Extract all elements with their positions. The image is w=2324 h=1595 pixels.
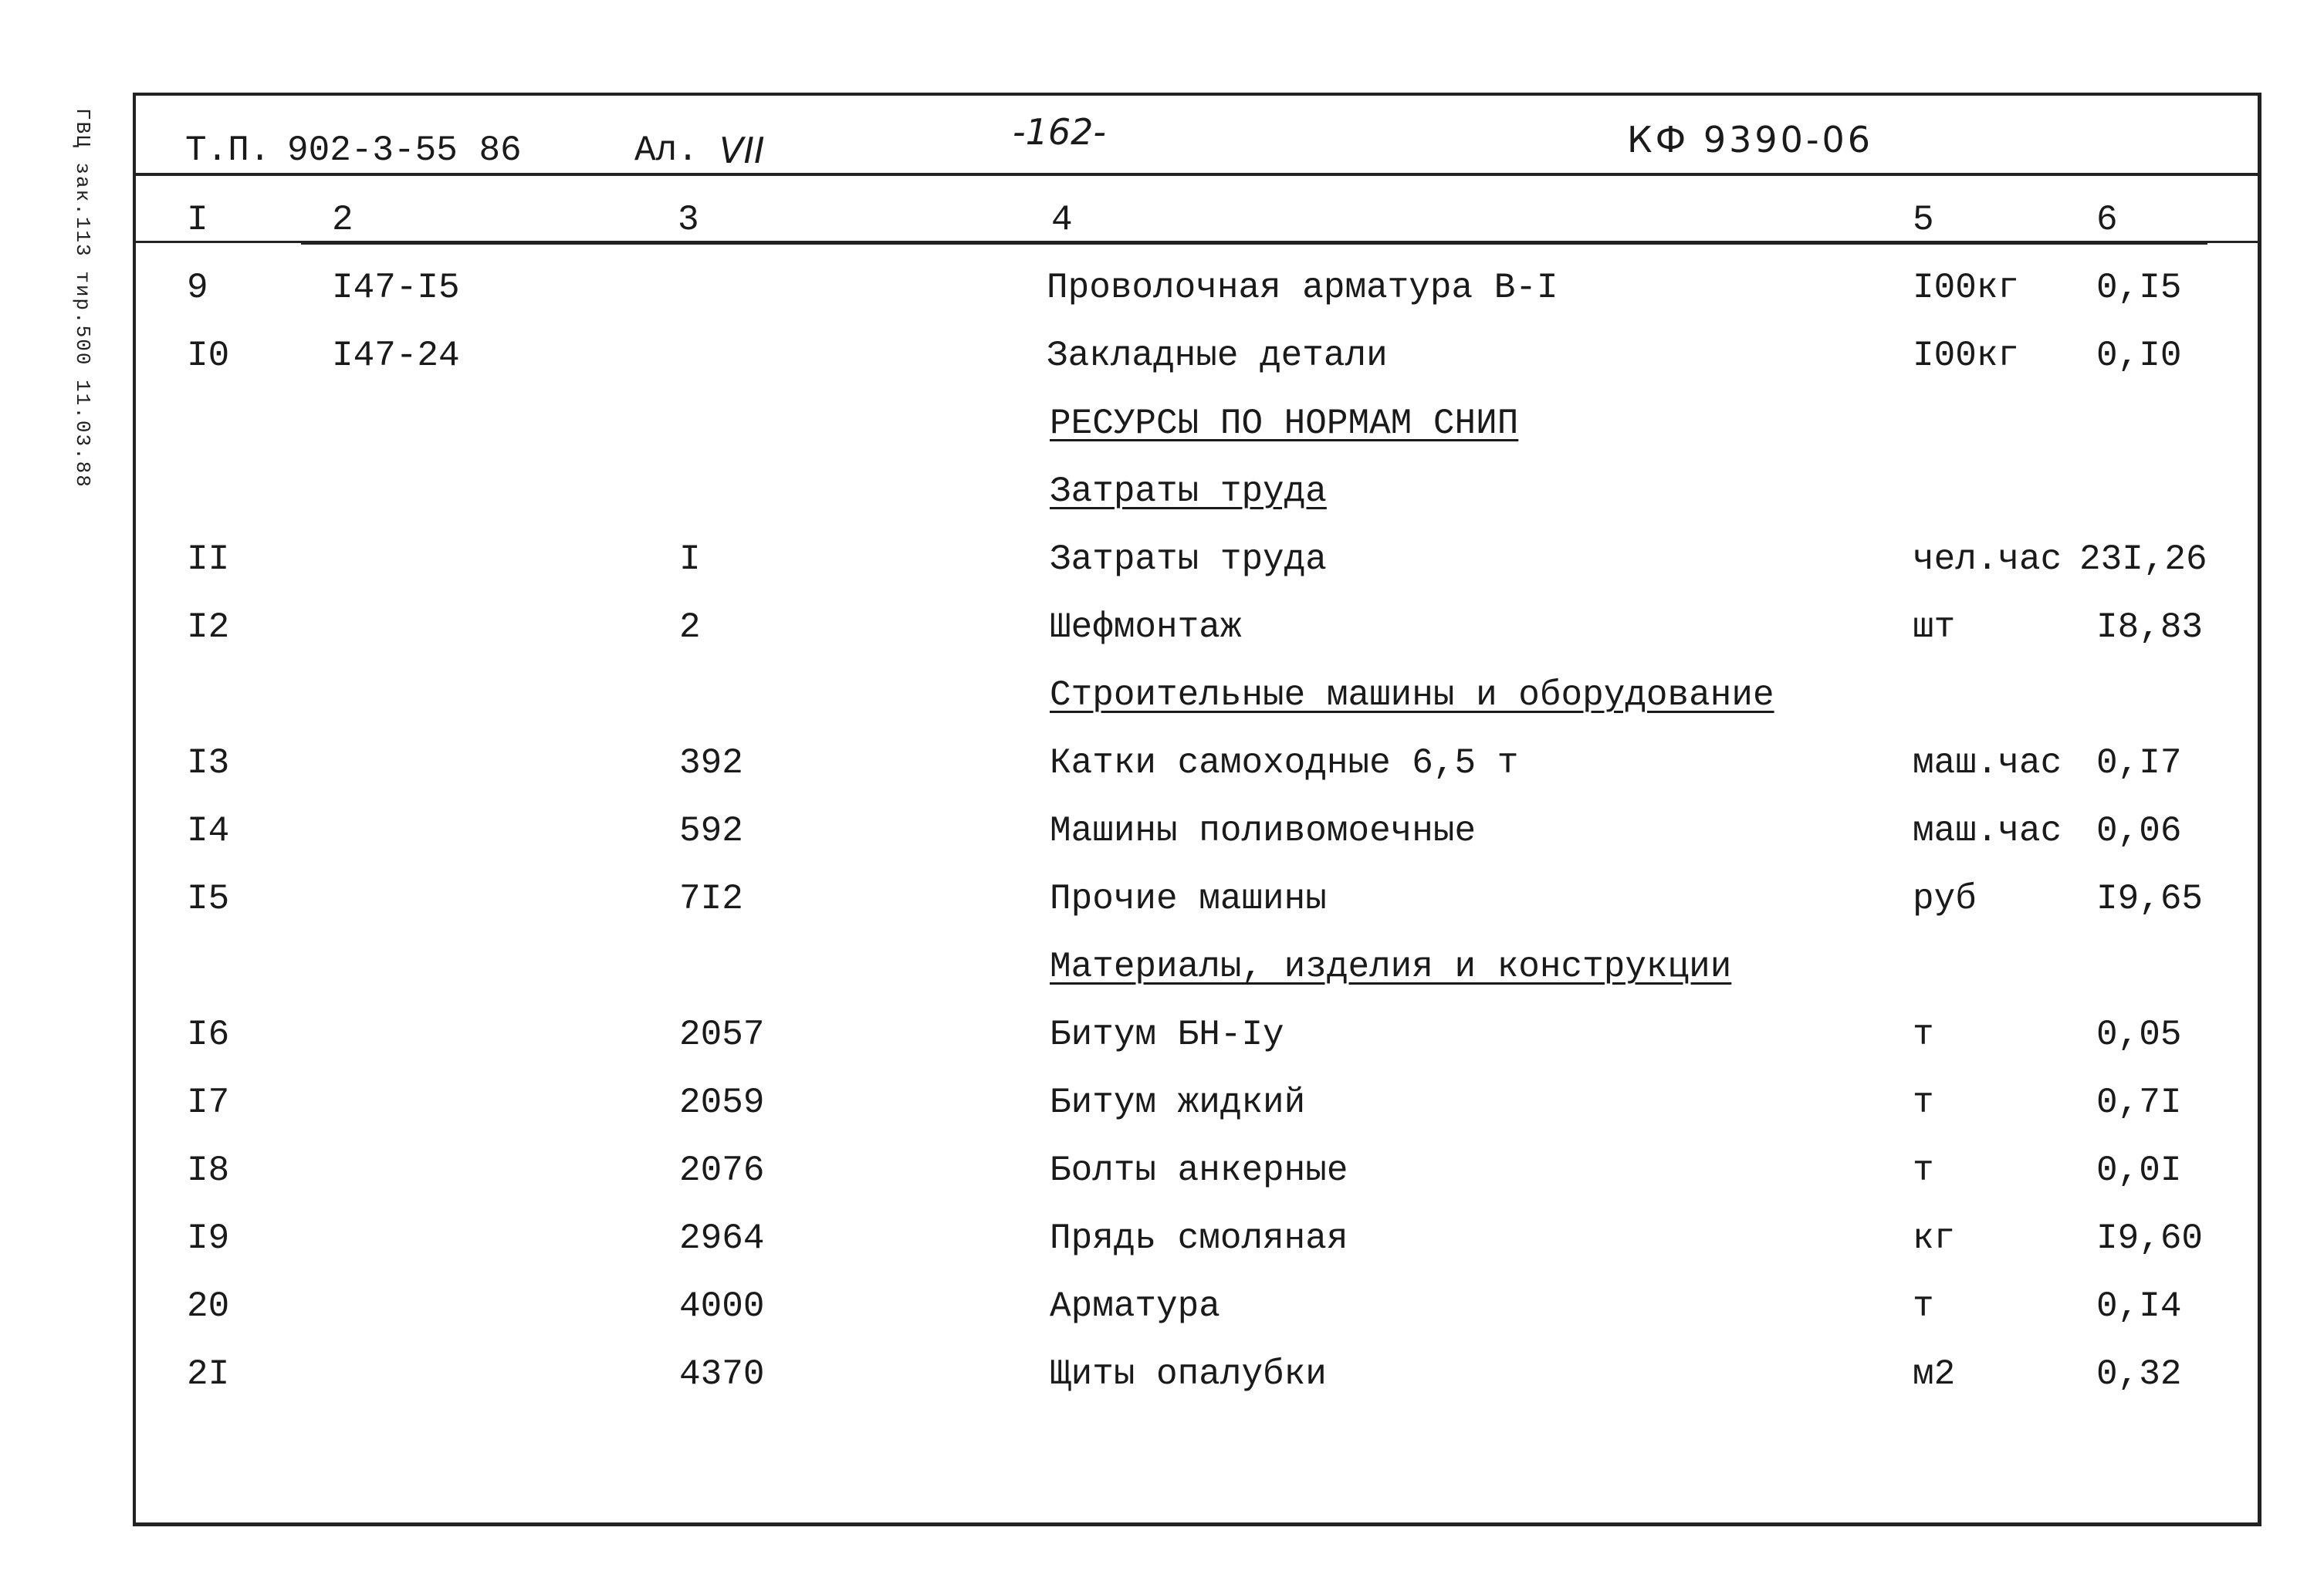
- row-qty: 0,0I: [2096, 1151, 2182, 1191]
- row-num: II: [187, 539, 230, 580]
- row-unit: кг: [1913, 1218, 1956, 1259]
- row-qty: 0,06: [2096, 811, 2182, 851]
- row-unit: I00кг: [1913, 268, 2020, 308]
- row-num: I7: [187, 1083, 230, 1123]
- row-unit: шт: [1913, 607, 1956, 647]
- row-unit: т: [1913, 1151, 1934, 1191]
- row-resource-code: 2076: [679, 1151, 765, 1191]
- row-qty: 0,7I: [2096, 1083, 2182, 1123]
- row-unit: т: [1913, 1286, 1934, 1326]
- row-num: I8: [187, 1151, 230, 1191]
- row-unit: т: [1913, 1015, 1934, 1055]
- row-qty: 0,I7: [2096, 743, 2182, 783]
- row-resource-code: 4370: [679, 1354, 765, 1394]
- row-name: Катки самоходные 6,5 т: [1050, 743, 1519, 783]
- row-code: I47-24: [332, 336, 460, 376]
- page-number: -162-: [1013, 111, 1106, 153]
- row-name: Болты анкерные: [1050, 1151, 1348, 1191]
- row-name: Машины поливомоечные: [1050, 811, 1477, 851]
- section-heading: Затраты труда: [1050, 471, 1327, 512]
- row-resource-code: 7I2: [679, 879, 743, 919]
- tp-label: Т.П.: [185, 130, 271, 171]
- column-header-5: 5: [1913, 200, 1934, 240]
- row-qty: 0,I4: [2096, 1286, 2182, 1326]
- row-resource-code: 392: [679, 743, 743, 783]
- tp-number: 902-3-55 86: [287, 130, 522, 171]
- row-resource-code: 2059: [679, 1083, 765, 1123]
- column-header-4: 4: [1051, 200, 1073, 240]
- row-num: I9: [187, 1218, 230, 1259]
- row-unit: маш.час: [1913, 743, 2062, 783]
- section-heading: Материалы, изделия и конструкции: [1050, 947, 1732, 987]
- row-num: 9: [187, 268, 208, 308]
- row-num: 20: [187, 1286, 230, 1326]
- row-num: I2: [187, 607, 230, 647]
- row-resource-code: 4000: [679, 1286, 765, 1326]
- row-code: I47-I5: [332, 268, 460, 308]
- row-name: Шефмонтаж: [1050, 607, 1242, 647]
- column-header-2: 2: [332, 200, 354, 240]
- row-name: Закладные детали: [1047, 336, 1388, 376]
- row-name: Щиты опалубки: [1050, 1354, 1327, 1394]
- column-header-1: I: [187, 200, 208, 240]
- row-resource-code: 2: [679, 607, 701, 647]
- row-unit: I00кг: [1913, 336, 2020, 376]
- section-heading: Строительные машины и оборудование: [1050, 675, 1774, 715]
- row-name: Затраты труда: [1050, 539, 1327, 580]
- row-num: I6: [187, 1015, 230, 1055]
- row-name: Битум жидкий: [1050, 1083, 1306, 1123]
- row-unit: м2: [1913, 1354, 1956, 1394]
- side-stamp: ГВЦ зак.113 тир.500 11.03.88: [71, 108, 94, 488]
- row-num: I3: [187, 743, 230, 783]
- row-name: Прядь смоляная: [1050, 1218, 1348, 1259]
- album-number: VII: [719, 130, 765, 171]
- column-header-6: 6: [2096, 200, 2118, 240]
- row-qty: 0,05: [2096, 1015, 2182, 1055]
- document-code: КФ 9390-06: [1627, 119, 1874, 161]
- row-qty: 23I,26: [2079, 539, 2207, 580]
- row-num: 2I: [187, 1354, 230, 1394]
- row-name: Прочие машины: [1050, 879, 1327, 919]
- row-num: I0: [187, 336, 230, 376]
- row-unit: чел.час: [1913, 539, 2062, 580]
- row-unit: руб: [1913, 879, 1977, 919]
- row-resource-code: 2057: [679, 1015, 765, 1055]
- album-label: Ал.: [634, 130, 699, 171]
- row-name: Битум БН-Iу: [1050, 1015, 1284, 1055]
- row-resource-code: 592: [679, 811, 743, 851]
- row-resource-code: I: [679, 539, 701, 580]
- row-qty: 0,32: [2096, 1354, 2182, 1394]
- row-unit: т: [1913, 1083, 1934, 1123]
- row-unit: маш.час: [1913, 811, 2062, 851]
- row-name: Проволочная арматура В-I: [1047, 268, 1558, 308]
- row-name: Арматура: [1050, 1286, 1220, 1326]
- row-num: I5: [187, 879, 230, 919]
- column-header-underline: [301, 242, 2207, 245]
- row-qty: I9,65: [2096, 879, 2204, 919]
- row-qty: I9,60: [2096, 1218, 2204, 1259]
- row-qty: I8,83: [2096, 607, 2204, 647]
- row-num: I4: [187, 811, 230, 851]
- header-divider: [133, 173, 2261, 176]
- section-heading: РЕСУРСЫ ПО НОРМАМ СНИП: [1050, 404, 1519, 444]
- row-resource-code: 2964: [679, 1218, 765, 1259]
- row-qty: 0,I5: [2096, 268, 2182, 308]
- column-header-3: 3: [678, 200, 699, 240]
- row-qty: 0,I0: [2096, 336, 2182, 376]
